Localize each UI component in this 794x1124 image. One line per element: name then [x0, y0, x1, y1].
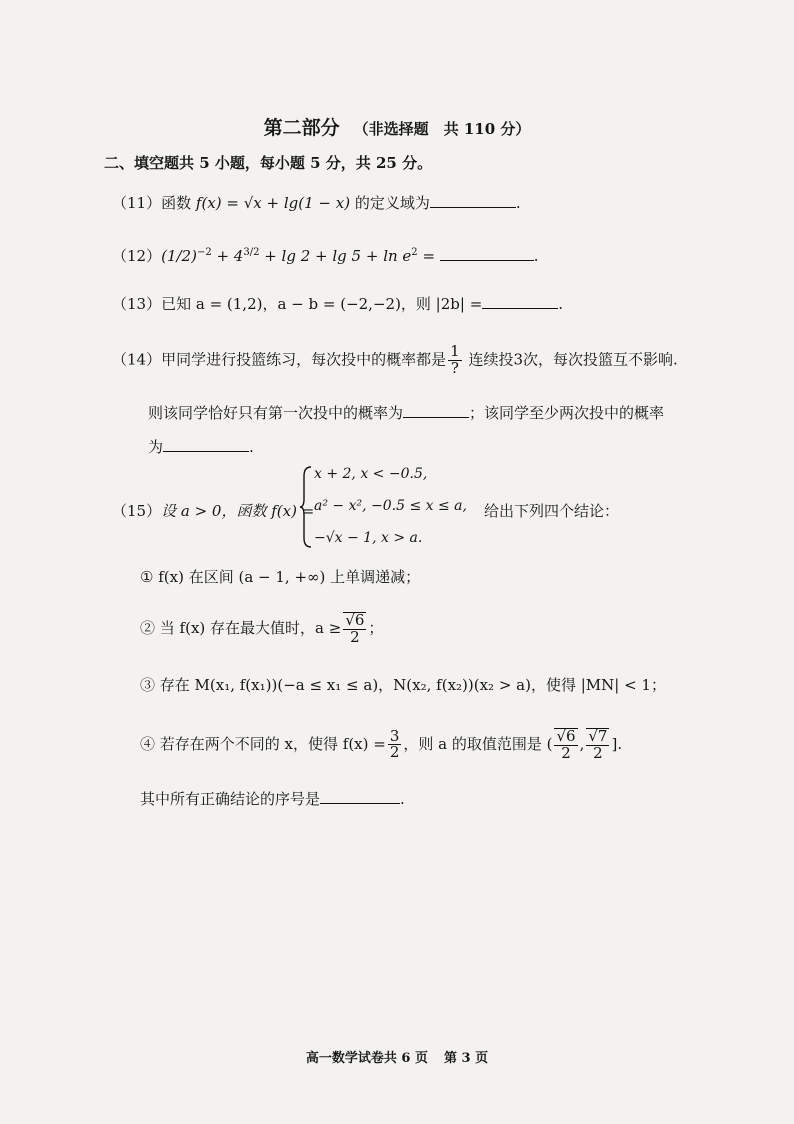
q14-answer-blank-1[interactable] — [403, 403, 469, 418]
q15-closing — [140, 788, 405, 809]
section-heading: 二、填空题共 5 小题，每小题 5 分，共 25 分。 — [104, 154, 433, 172]
q15-number: （15） — [112, 502, 162, 520]
q13-text: 已知 a = (1,2)，a − b = (−2,−2)，则 |2b| = — [161, 295, 483, 313]
q15-c4-end: ]. — [611, 734, 623, 753]
q15-c2-num: √6 — [345, 611, 365, 629]
q15-c4-range-low — [554, 728, 577, 762]
q15-answer-blank[interactable] — [320, 789, 400, 804]
q12-number: （12） — [112, 247, 162, 265]
q15-c4-n1: √6 — [556, 727, 576, 745]
question-15 — [112, 500, 314, 521]
q15-post: 给出下列四个结论： — [484, 502, 620, 520]
q14-frac-num: 1 — [450, 342, 460, 360]
q11-expression: f(x) = √x + lg(1 − x) — [195, 194, 351, 212]
q12-exp-a: −2 — [196, 247, 212, 258]
q12-expr-d: = — [417, 247, 440, 265]
q15-c4-range-high — [586, 728, 609, 762]
q15-c4-num: 3 — [389, 726, 400, 745]
q12-exp-b: 3/2 — [243, 247, 260, 258]
q12-expr-c: + lg 2 + lg 5 + ln e — [259, 247, 412, 265]
q13-answer-blank[interactable] — [482, 294, 558, 309]
q14-answer-blank-2[interactable] — [163, 437, 249, 452]
q12-answer-blank[interactable] — [440, 246, 534, 261]
q15-c4-d2: 2 — [593, 743, 603, 762]
question-12 — [112, 245, 539, 266]
q11-end: . — [515, 194, 521, 212]
q14-line3a: 为 — [148, 438, 164, 456]
q11-number: （11） — [112, 194, 162, 212]
q15-case-2: a² − x², −0.5 ≤ x ≤ a, — [314, 498, 467, 514]
q15-pre: 设 a > 0，函数 f(x) = — [161, 502, 315, 520]
q14-line1b: 连续投3次，每次投篮互不影响. — [468, 350, 678, 369]
q14-frac-den: ? — [450, 358, 459, 377]
q15-end: . — [400, 790, 405, 808]
q15-c4-value-fraction — [388, 726, 402, 762]
question-14-line3 — [148, 436, 254, 457]
q13-number: （13） — [112, 295, 162, 313]
question-13 — [112, 293, 563, 314]
q15-c2-den: 2 — [350, 627, 360, 646]
question-11 — [112, 192, 521, 213]
part-subtitle: （非选择题 共 110 分） — [353, 120, 531, 138]
q14-probability-fraction — [448, 344, 462, 377]
q15-c4-text: ④ 若存在两个不同的 x，使得 f(x) = — [140, 734, 386, 753]
q11-answer-blank[interactable] — [430, 193, 516, 208]
q11-post: 的定义域为 — [354, 194, 430, 212]
q15-case-3: −√x − 1, x > a. — [314, 530, 423, 546]
part-title — [0, 113, 794, 140]
q15-c4-mid-text: ，则 a 的取值范围是 ( — [403, 734, 553, 753]
page-footer — [0, 1047, 794, 1066]
q15-c4-d1: 2 — [561, 743, 571, 762]
q15-case-1: x + 2, x < −0.5, — [314, 466, 428, 482]
q15-conclusion-4 — [140, 728, 622, 762]
q14-line2b: ；该同学至少两次投中的概率 — [469, 404, 665, 422]
q15-conclusion-3: ③ 存在 M(x₁, f(x₁))(−a ≤ x₁ ≤ a)，N(x₂, f(x₂))(x₂ > a)，使得 |MN| < 1； — [140, 676, 666, 694]
footer-total-pages: 高一数学试卷共 6 页 — [305, 1051, 428, 1066]
q12-expr-a: (1/2) — [161, 247, 197, 265]
q15-c4-n2: √7 — [588, 727, 608, 745]
q15-closing-text: 其中所有正确结论的序号是 — [140, 790, 321, 808]
q14-line1: 甲同学进行投篮练习，每次投中的概率都是 — [161, 350, 447, 369]
q15-c2-fraction — [343, 612, 366, 646]
part-title-text: 第二部分 — [263, 117, 340, 139]
q12-exp-c: 2 — [411, 247, 418, 258]
q11-pre: 函数 — [161, 194, 192, 212]
question-14-line2 — [148, 402, 664, 423]
q12-end: . — [533, 247, 539, 265]
q15-conclusion-1: ① f(x) 在区间 (a − 1, +∞) 上单调递减； — [140, 568, 421, 586]
q15-c4-comma: , — [579, 734, 585, 753]
q15-c2-text: ② 当 f(x) 存在最大值时，a ≥ — [140, 618, 342, 637]
q15-c4-den: 2 — [389, 743, 400, 762]
footer-page-number: 第 3 页 — [444, 1051, 489, 1066]
q14-line2a: 则该同学恰好只有第一次投中的概率为 — [148, 404, 404, 422]
q14-end: . — [249, 438, 254, 456]
q14-number: （14） — [112, 350, 162, 369]
q15-c2-end: ； — [368, 618, 384, 637]
q13-end: . — [558, 295, 564, 313]
piecewise-brace-icon — [300, 466, 312, 548]
q15-conclusion-2 — [140, 612, 383, 646]
q12-expr-b: + 4 — [211, 247, 244, 265]
question-14 — [112, 344, 678, 377]
